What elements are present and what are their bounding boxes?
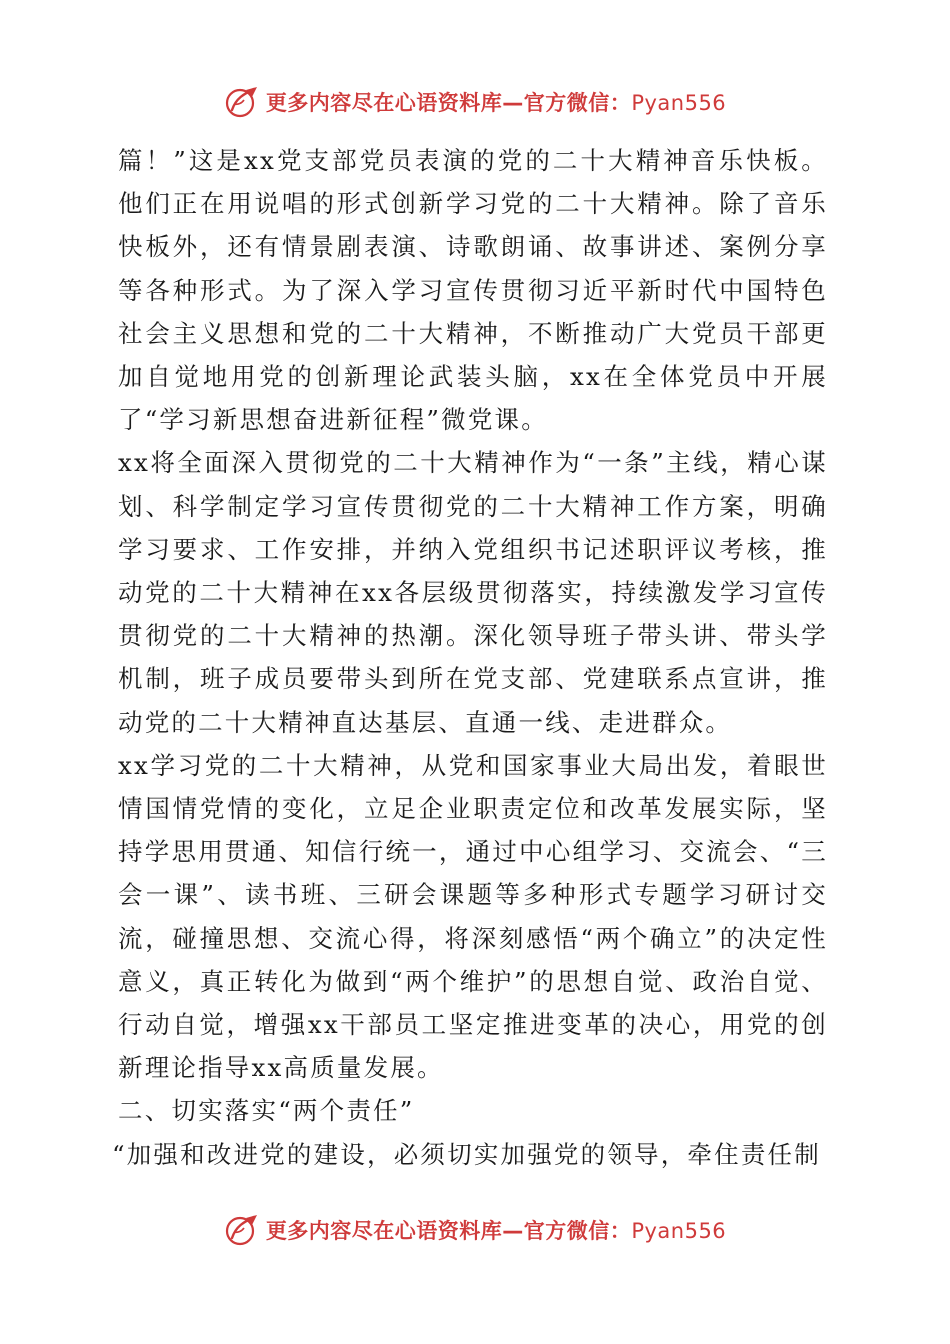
watermark-banner-bottom xyxy=(0,1210,950,1250)
watermark-text: 更多内容尽在心语资料库—官方微信：Pyan556 xyxy=(265,91,727,115)
watermark-text: 更多内容尽在心语资料库—官方微信：Pyan556 xyxy=(265,1219,727,1243)
watermark-banner-top xyxy=(0,82,950,122)
paragraph-3: xx学习党的二十大精神，从党和国家事业大局出发，着眼世情国情党情的变化，立足企业职责定位和改革发展实际，坚持学思用贯通、知信行统一，通过中心组学习、交流会、“三会一课”、读书班、三研会课题等多种形式专题学习研讨交流，碰撞思想、交流心得，将深刻感悟“两个确立”的决定性意义，真正转化为做到“两个维护”的思想自觉、政治自觉、行动自觉，增强xx干部员工坚定推进变革的决心，用党的创新理论指导xx高质量发展。 xyxy=(118,750,828,1083)
section-heading: 二、切实落实“两个责任” xyxy=(118,1096,415,1126)
paragraph-2: xx将全面深入贯彻党的二十大精神作为“一条”主线，精心谋划、科学制定学习宣传贯彻党的二十大精神工作方案，明确学习要求、工作安排，并纳入党组织书记述职评议考核，推动党的二十大精神在xx各层级贯彻落实，持续激发学习宣传贯彻党的二十大精神的热潮。深化领导班子带头讲、带头学机制，班子成员要带头到所在党支部、党建联系点宣讲，推动党的二十大精神直达基层、直通一线、走进群众。 xyxy=(118,448,828,737)
paragraph-4: “加强和改进党的建设，必须切实加强党的领导，牵住责任制 xyxy=(112,1139,821,1169)
paragraph-1: 篇！”这是xx党支部党员表演的党的二十大精神音乐快板。他们正在用说唱的形式创新学习党的二十大精神。除了音乐快板外，还有情景剧表演、诗歌朗诵、故事讲述、案例分享等各种形式。为了深入学习宣传贯彻习近平新时代中国特色社会主义思想和党的二十大精神，不断推动广大党员干部更加自觉地用党的创新理论武装头脑，xx在全体党员中开展了“学习新思想奋进新征程”微党课。 xyxy=(118,146,828,435)
pen-logo-icon xyxy=(224,84,260,120)
pen-logo-icon xyxy=(224,1212,260,1248)
document-body xyxy=(112,139,828,1176)
